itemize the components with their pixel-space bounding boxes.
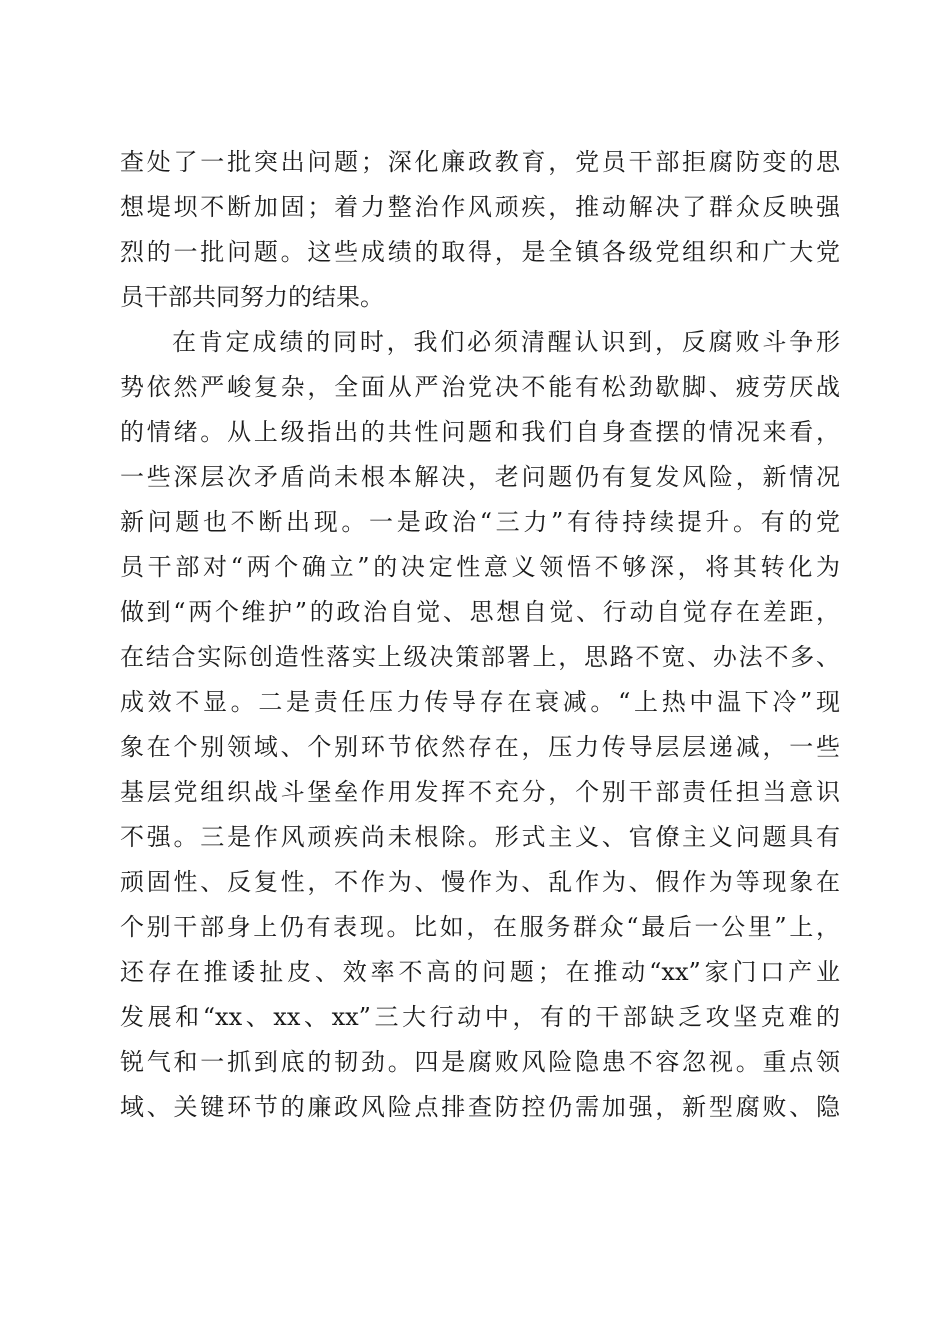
body-text [120,140,840,1130]
text-line: 的情绪。从上级指出的共性问题和我们自身查摆的情况来看， [120,418,840,446]
text-line: 查处了一批突出问题；深化廉政教育，党员干部拒腐防变的思 [120,148,840,176]
paragraph-1 [120,140,840,320]
paragraph-2 [120,320,840,1130]
text-line: 成效不显。二是责任压力传导存在衰减。“上热中温下冷”现 [120,688,840,716]
text-line: 新问题也不断出现。一是政治“三力”有待持续提升。有的党 [120,508,840,536]
text-line: 基层党组织战斗堡垒作用发挥不充分，个别干部责任担当意识 [120,778,840,806]
text-line: 域、关键环节的廉政风险点排查防控仍需加强，新型腐败、隐 [120,1093,840,1121]
text-line: 想堤坝不断加固；着力整治作风顽疾，推动解决了群众反映强 [120,193,840,221]
text-line: 锐气和一抓到底的韧劲。四是腐败风险隐患不容忽视。重点领 [120,1048,840,1076]
text-line: 员干部共同努力的结果。 [120,283,384,311]
text-line: 个别干部身上仍有表现。比如，在服务群众“最后一公里”上， [120,913,840,941]
text-line: 员干部对“两个确立”的决定性意义领悟不够深，将其转化为 [120,553,840,581]
text-line: 在结合实际创造性落实上级决策部署上，思路不宽、办法不多、 [120,643,840,671]
text-line: 在肯定成绩的同时，我们必须清醒认识到，反腐败斗争形 [172,328,840,356]
text-line: 不强。三是作风顽疾尚未根除。形式主义、官僚主义问题具有 [120,823,840,851]
text-line: 还存在推诿扯皮、效率不高的问题；在推动“xx”家门口产业 [120,958,840,986]
text-line: 做到“两个维护”的政治自觉、思想自觉、行动自觉存在差距， [120,598,840,626]
text-line: 发展和“xx、xx、xx”三大行动中，有的干部缺乏攻坚克难的 [120,1003,840,1031]
text-line: 烈的一批问题。这些成绩的取得，是全镇各级党组织和广大党 [120,238,840,266]
text-line: 势依然严峻复杂，全面从严治党决不能有松劲歇脚、疲劳厌战 [120,373,840,401]
text-line: 象在个别领域、个别环节依然存在，压力传导层层递减，一些 [120,733,840,761]
text-line: 顽固性、反复性，不作为、慢作为、乱作为、假作为等现象在 [120,868,840,896]
text-line: 一些深层次矛盾尚未根本解决，老问题仍有复发风险，新情况 [120,463,840,491]
